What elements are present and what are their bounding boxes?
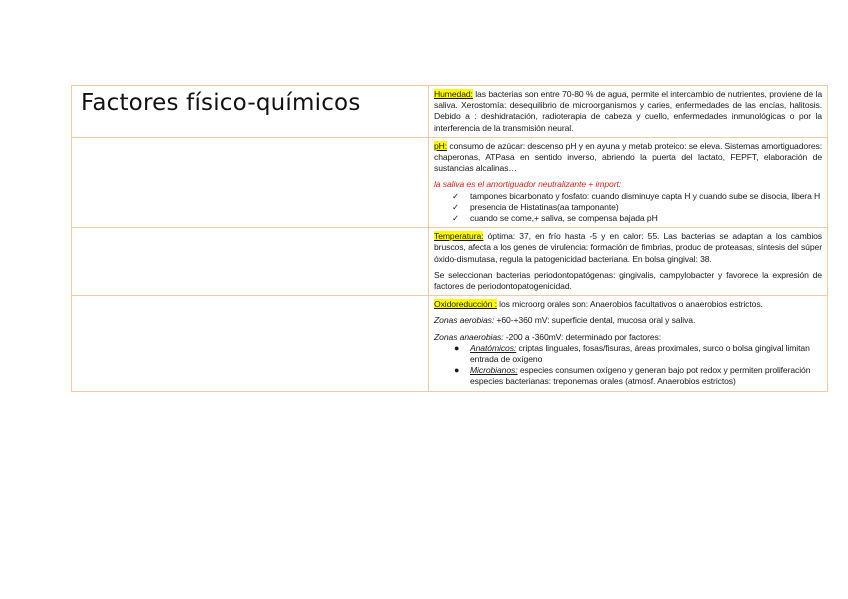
table-row [72,296,828,391]
list-item [434,343,822,365]
aerobias-text: +60-+360 mV: superficie dental, mucosa oral y saliva. [494,315,696,326]
oxidoreduccion-cell [429,296,828,391]
list-item [434,202,822,213]
anaerobias-bullet-list [434,343,822,388]
ph-paragraph [434,141,822,175]
bullet-label: Microbianos: [470,365,518,376]
aerobias-paragraph [434,315,822,326]
list-item [434,191,822,202]
table-row [72,137,828,227]
temperatura-paragraph-2: Se seleccionan bacterias periodontopatógenas: gingivalis, campylobacter y favorece la expresión de factores de periodontopatogenicidad. [434,269,822,292]
anaerobias-paragraph [434,332,822,343]
list-item-text: presencia de Histatinas(aa tamponante) [470,201,619,212]
list-item [434,365,822,387]
oxidoreduccion-label: Oxidoreducción : [434,299,497,310]
temperatura-paragraph [434,231,822,265]
temperatura-label: Temperatura: [434,231,484,242]
empty-cell [72,228,429,296]
ph-check-list [434,191,822,225]
temperatura-text: óptima: 37, en frío hasta -5 y en calor: 55. Las bacterias se adaptan a los cambios bruscos, afecta a los genes de virulencia: formación de fimbrias, produc de proteasas, síntesis del súper óxido-dismutasa, regula la patogenicidad bacteriana. En bolsa gingival: 38. [434,231,822,264]
bullet-text: criptas linguales, fosas/fisuras, áreas proximales, surco o bolsa gingival limitan entrada de oxígeno [470,342,810,365]
ph-note: la saliva es el amortiguador neutralizante + import: [434,179,622,190]
empty-cell [72,296,429,391]
humedad-cell [429,86,828,138]
table-row [72,86,828,138]
anaerobias-label: Zonas anaerobias: [434,331,504,342]
check-mark-icon: ✓ [452,190,460,201]
bullet-label: Anatómicos: [470,342,517,353]
title-cell [72,86,429,138]
list-item-text: tampones bicarbonato y fosfato: cuando disminuye capta H y cuando sube se disocia, libera H [470,190,821,201]
anaerobias-text: -200 a -360mV: determinado por factores: [503,331,661,342]
list-item [434,213,822,224]
ph-text: consumo de azúcar: descenso pH y en ayuna y metab proteico: se eleva. Sistemas amortiguadores: chaperonas, ATPasa en sentido inverso, abriendo la puerta del lactato, FEPFT, elaboración de sustancias alcalinas… [434,140,822,174]
humedad-label: Humedad: [434,89,473,99]
page-title: Factores físico-químicos [81,90,361,116]
aerobias-label: Zonas aerobias: [434,315,495,326]
oxidoreduccion-paragraph [434,299,822,310]
notes-table [71,85,828,392]
table-row [72,228,828,296]
bullet-text: especies consumen oxígeno y generan bajo pot redox y permiten proliferación especies bacterianas: treponemas orales (atmosf. Anaerobios estrictos) [470,365,811,387]
ph-cell [429,137,828,227]
temperatura-cell [429,228,828,296]
oxidoreduccion-text: los microorg orales son: Anaerobios facultativos o anaerobios estrictos. [496,299,763,310]
list-item-text: cuando se come,+ saliva, se compensa bajada pH [470,213,658,224]
bullet-icon: ● [454,342,460,353]
ph-label: pH: [434,140,448,151]
bullet-icon: ● [454,365,460,376]
check-mark-icon: ✓ [452,201,460,212]
humedad-text: las bacterias son entre 70-80 % de agua, permite el intercambio de nutrientes, proviene de la saliva. Xerostomía: desequilibrio de microorganismos y caries, enfermedades de las encías, halitosis. Debido a : deshidratación, radioterapia de cabeza y cuello, enfermedades inmunológicas o por la interferencia de la transmisión neural. [434,89,822,133]
humedad-paragraph [434,89,822,134]
empty-cell [72,137,429,227]
check-mark-icon: ✓ [452,213,460,224]
